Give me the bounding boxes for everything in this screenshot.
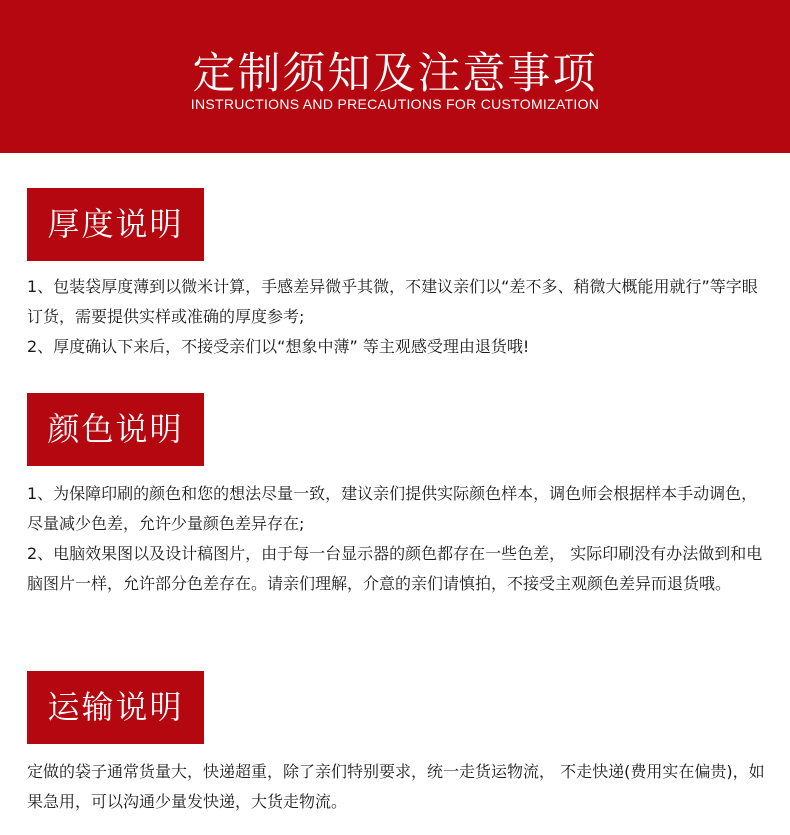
thickness-heading: 厚度说明	[27, 188, 204, 261]
thickness-paragraph-2: 2、厚度确认下来后，不接受亲们以“想象中薄” 等主观感受理由退货哦!	[27, 337, 530, 356]
header-banner	[0, 0, 790, 153]
color-body	[27, 479, 767, 599]
color-paragraph-2: 2、电脑效果图以及设计稿图片，由于每一台显示器的颜色都存在一些色差， 实际印刷没有办法做到和电脑图片一样，允许部分色差存在。请亲们理解，介意的亲们请慎拍，不接受主观颜色差异而退货哦。	[27, 544, 763, 593]
page-title: 定制须知及注意事项	[192, 49, 598, 99]
shipping-body	[27, 757, 767, 817]
thickness-body	[27, 272, 767, 362]
color-paragraph-1: 1、为保障印刷的颜色和您的想法尽量一致，建议亲们提供实际颜色样本，调色师会根据样本手动调色，尽量减少色差，允许少量颜色差异存在;	[27, 484, 758, 533]
thickness-paragraph-1: 1、包装袋厚度薄到以微米计算，手感差异微乎其微，不建议亲们以“差不多、稍微大概能用就行”等字眼订货，需要提供实样或准确的厚度参考;	[27, 277, 758, 326]
shipping-paragraph-1: 定做的袋子通常货量大，快递超重，除了亲们特别要求，统一走货运物流， 不走快递(费用实在偏贵)，如果急用，可以沟通少量发快递，大货走物流。	[27, 762, 765, 811]
page-subtitle: INSTRUCTIONS AND PRECAUTIONS FOR CUSTOMIZATION	[190, 96, 600, 112]
shipping-heading: 运输说明	[27, 671, 204, 744]
color-heading: 颜色说明	[27, 393, 204, 466]
